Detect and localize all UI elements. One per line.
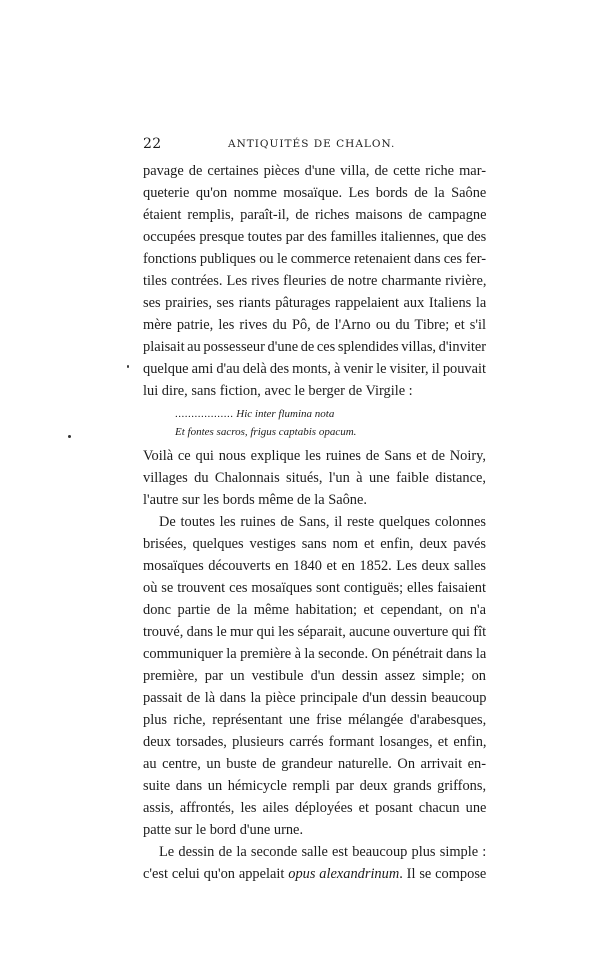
text-line: donc partie de la même habitation; et cependant, on n'a <box>143 602 486 618</box>
ellipsis-dots: .................. <box>175 408 234 420</box>
text-line: assis, affrontés, les ailes déployées et posant chacun une <box>143 800 487 816</box>
text-segment: c'est celui qu'on appelait <box>143 866 289 882</box>
paragraph-3 <box>143 511 486 841</box>
text-segment: . Il se compose <box>399 866 487 882</box>
verse-quotation <box>143 405 486 441</box>
text-line: brisées, quelques vestiges sans nom et enfin, deux pavés <box>143 536 486 552</box>
text-line: au centre, un buste de grandeur naturelle. On arrivait en- <box>143 756 486 772</box>
paragraph-2 <box>143 445 486 511</box>
text-line: Voilà ce qui nous explique les ruines de Sans et de Noiry, <box>143 448 486 464</box>
running-title: ANTIQUITÉS DE CHALON. <box>228 138 396 150</box>
paragraph-1 <box>143 160 486 402</box>
text-line: quelque ami d'au delà des monts, à venir le visiter, il pouvait <box>143 361 486 377</box>
page-body <box>143 160 486 885</box>
text-line: patte sur le bord d'une urne. <box>143 822 304 838</box>
text-line: l'autre sur les bords même de la Saône. <box>143 492 367 508</box>
text-line: Le dessin de la seconde salle est beaucoup plus simple : <box>159 844 487 860</box>
paragraph-4 <box>143 841 486 885</box>
quote-line: Et fontes sacros, frigus captabis opacum. <box>175 426 357 438</box>
text-line: occupées presque toutes par des familles italiennes, que des <box>143 229 487 245</box>
quote-line <box>175 405 486 423</box>
text-line: passait de là dans la pièce principale d'un dessin beaucoup <box>143 690 487 706</box>
text-line: tiles contrées. Les rives fleuries de notre charmante rivière, <box>143 273 487 289</box>
text-line: où se trouvent ces mosaïques sont contiguës; elles faisaient <box>143 580 486 596</box>
page-header <box>143 136 483 154</box>
text-line: ses prairies, ses riants pâturages rappelaient aux Italiens la <box>143 295 487 311</box>
text-line: queterie qu'on nomme mosaïque. Les bords de la Saône <box>143 185 487 201</box>
quote-text: Hic inter flumina nota <box>236 408 335 420</box>
text-line: première, par un vestibule d'un dessin assez simple; on <box>143 668 486 684</box>
text-line: lui dire, sans fiction, avec le berger de Virgile : <box>143 383 413 399</box>
text-line: mère patrie, les rives du Pô, de l'Arno ou du Tibre; et s'il <box>143 317 486 333</box>
text-line: villages du Chalonnais situés, l'un à une faible distance, <box>143 470 486 486</box>
text-line: pavage de certaines pièces d'une villa, de cette riche mar- <box>143 163 486 179</box>
text-line: trouvé, dans le mur qui les séparait, aucune ouverture qui fît <box>143 624 487 640</box>
text-line: deux torsades, plusieurs carrés formant losanges, et enfin, <box>143 734 487 750</box>
text-line: étaient remplis, paraît-il, de riches maisons de campagne <box>143 207 487 223</box>
page-number: 22 <box>143 136 162 152</box>
text-line: mosaïques découverts en 1840 et en 1852. Les deux salles <box>143 558 486 574</box>
ink-speck <box>68 435 71 438</box>
text-line <box>143 863 486 885</box>
text-line: fonctions publiques ou le commerce retenaient dans ces fer- <box>143 251 486 267</box>
text-line: De toutes les ruines de Sans, il reste quelques colonnes <box>159 514 486 530</box>
text-line: plus riche, représentant une frise mélangée d'arabesques, <box>143 712 487 728</box>
latin-term: opus alexandrinum <box>288 866 400 882</box>
ink-speck <box>127 365 129 368</box>
text-line: plaisait au possesseur d'une de ces splendides villas, d'inviter <box>143 339 486 355</box>
text-line: suite dans un hémicycle rempli par deux grands griffons, <box>143 778 487 794</box>
text-line: communiquer la première à la seconde. On pénétrait dans la <box>143 646 487 662</box>
